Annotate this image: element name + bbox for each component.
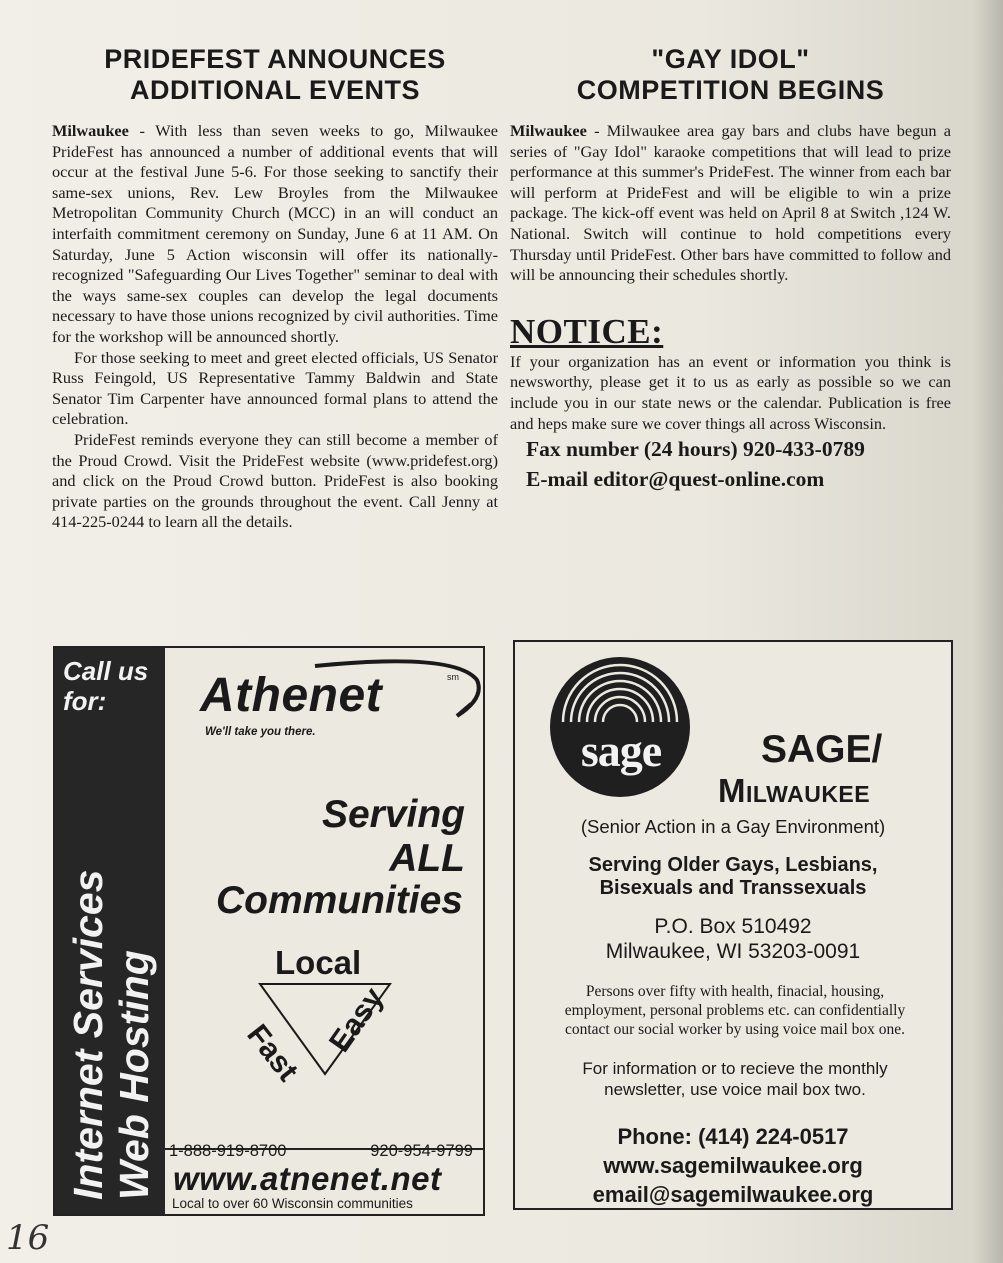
sage-web: www.sagemilwaukee.org <box>603 1153 863 1178</box>
athenet-call-us-line-2: for: <box>63 686 107 716</box>
pridefest-p1-text: - With less than seven weeks to go, Milwaukee PrideFest has announced a number of additional events that will occur at the festival June 5-6. For those seeking to sanctify their same-sex unions, Rev. Lew Broyles from the Milwaukee Metropolitan Community Church (MCC) in an will conduct an interfaith commitment ceremony on Sunday, June 6 at 11 AM. On Saturday, June 5 Action wisconsin will offer its nationally-recognized "Safeguarding Our Lives Together" seminar to deal with the ways same-sex couples can develop the legal documents necessary to have those unions recognized by civil authorities. Time for the workshop will be announced shortly. <box>52 121 498 346</box>
sage-ad <box>513 640 953 1210</box>
athenet-call-us <box>63 656 148 716</box>
athenet-url: www.atnenet.net <box>173 1160 442 1197</box>
pridefest-paragraph-3: PrideFest reminds everyone they can still become a member of the Proud Crowd. Visit the PrideFest website (www.pridefest.org) and click on the Proud Crowd button. PrideFest is also booking private parties on the grounds throughout the event. Call Jenny at 414-225-0244 to learn all the details. <box>52 429 498 532</box>
sage-address-line-1: P.O. Box 510492 <box>654 915 812 938</box>
athenet-brand: Athenet <box>200 669 383 722</box>
athenet-phone-1: 1-888-919-8700 <box>169 1142 287 1160</box>
notice-fax: Fax number (24 hours) 920-433-0789 <box>526 437 865 462</box>
notice-body: If your organization has an event or information you think is newsworthy, please get it to us as early as possible so we can include you in our state news or the calendar. Publication is free and heps make sure we cover things all across Wisconsin. <box>510 351 951 433</box>
athenet-sidebar <box>55 648 165 1214</box>
athenet-phone-2: 920-954-9799 <box>370 1142 473 1160</box>
sage-title-city: Milwaukee <box>718 772 871 809</box>
pridefest-article <box>52 44 498 533</box>
sage-persons-line-1: Persons over fifty with health, finacial, housing, <box>585 983 885 1000</box>
athenet-easy-label: Easy <box>323 981 391 1059</box>
pridefest-paragraph-1 <box>52 121 498 348</box>
athenet-fast-label: Fast <box>240 1018 305 1088</box>
athenet-serving-3: Communities <box>215 879 463 922</box>
sage-persons <box>525 982 945 1039</box>
page-number: 16 <box>6 1218 50 1258</box>
sage-phone: Phone: (414) 224-0517 <box>617 1124 849 1149</box>
athenet-serving-2: ALL <box>389 837 465 880</box>
sage-title: SAGE/ <box>761 728 883 771</box>
athenet-services-line-2: Web Hosting <box>111 950 157 1200</box>
athenet-ad <box>53 646 485 1216</box>
gay-idol-dateline: Milwaukee <box>510 121 587 140</box>
athenet-sm: sm <box>447 672 459 682</box>
athenet-local-label: Local <box>275 944 362 981</box>
pridefest-headline <box>52 44 498 106</box>
athenet-services-text <box>65 870 157 1200</box>
gay-idol-headline <box>510 44 951 106</box>
sage-persons-line-2: employment, personal problems etc. can confidentially <box>564 1002 906 1019</box>
sage-contact <box>515 1122 951 1209</box>
pridefest-headline-line-2: ADDITIONAL EVENTS <box>129 75 421 105</box>
gay-idol-text: - Milwaukee area gay bars and clubs have begun a series of "Gay Idol" karaoke competitions that will lead to prize performance at this summer's PrideFest. The winner from each bar will perform at PrideFest and will be eligible to win a prize package. The kick-off event was held on April 8 at Switch ,124 W. National. Switch will continue to hold competitions every Thursday until PrideFest. Other bars have committed to follow and will be announcing their schedules shortly. <box>510 121 951 285</box>
notice-email: E-mail editor@quest-online.com <box>526 467 825 492</box>
gay-idol-headline-line-2: COMPETITION BEGINS <box>576 75 885 105</box>
pridefest-paragraph-2: For those seeking to meet and greet elected officials, US Senator Russ Feingold, US Representative Tammy Baldwin and State Senator Tim Carpenter have announced formal plans to attend the celebration. <box>52 347 498 429</box>
sage-info-line-2: newsletter, use voice mail box two. <box>604 1080 866 1099</box>
athenet-local-note: Local to over 60 Wisconsin communities <box>172 1196 413 1211</box>
sage-serving-line-1: Serving Older Gays, Lesbians, <box>588 854 878 876</box>
pridefest-headline-line-1: PRIDEFEST ANNOUNCES <box>104 44 446 74</box>
pridefest-dateline: Milwaukee <box>52 121 129 140</box>
athenet-tagline: We'll take you there. <box>205 726 316 738</box>
sage-subtitle: (Senior Action in a Gay Environment) <box>580 816 886 837</box>
sage-persons-line-3: contact our social worker by using voice mail box one. <box>564 1021 906 1038</box>
gay-idol-body <box>510 121 951 286</box>
athenet-serving-1: Serving <box>321 793 465 836</box>
sage-info <box>535 1058 935 1100</box>
gay-idol-article <box>510 44 951 494</box>
athenet-services-line-1: Internet Services <box>65 869 111 1200</box>
athenet-call-us-line-1: Call us <box>63 656 149 686</box>
notice-heading: NOTICE: <box>510 311 664 351</box>
sage-serving-line-2: Bisexuals and Transsexuals <box>599 877 867 899</box>
sage-address-line-2: Milwaukee, WI 53203-0091 <box>605 940 861 963</box>
sage-email: email@sagemilwaukee.org <box>592 1182 874 1207</box>
sage-serving <box>515 854 951 900</box>
athenet-services-vertical <box>63 790 161 1200</box>
gay-idol-headline-line-1: "GAY IDOL" <box>651 44 810 74</box>
sage-logo-text: sage <box>580 725 662 776</box>
sage-address <box>515 914 951 964</box>
sage-info-line-1: For information or to recieve the monthly <box>582 1059 888 1078</box>
